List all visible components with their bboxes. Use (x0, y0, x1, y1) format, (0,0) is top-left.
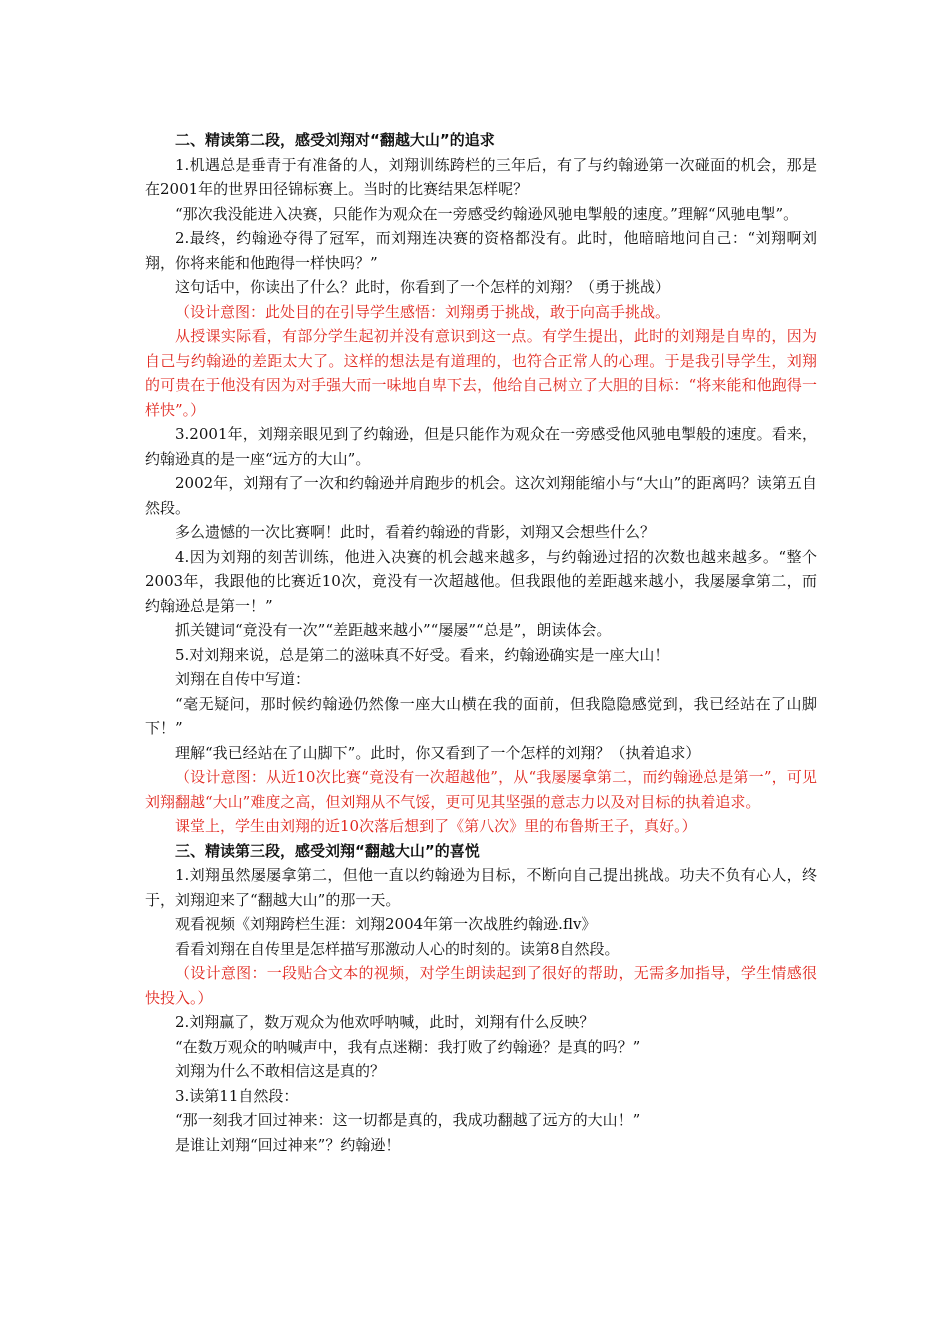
paragraph: 是谁让刘翔“回过神来”？约翰逊！ (175, 1135, 401, 1154)
paragraph: 多么遗憾的一次比赛啊！此时，看着约翰逊的背影，刘翔又会想些什么？ (175, 523, 656, 541)
document-body (145, 128, 817, 1157)
quote-paragraph: “那次我没能进入决赛，只能作为观众在一旁感受约翰逊风驰电掣般的速度。”理解“风驰电掣”。 (175, 204, 799, 223)
paragraph: 刘翔在自传中写道： (175, 670, 311, 688)
paragraph: 2002年，刘翔有了一次和约翰逊并肩跑步的机会。这次刘翔能缩小与“大山”的距离吗？读第五自然段。 (145, 474, 817, 517)
section-two (145, 128, 817, 839)
quote-paragraph: “那一刻我才回过神来：这一切都是真的，我成功翻越了远方的大山！” (175, 1111, 641, 1129)
paragraph: 抓关键词“竟没有一次”“差距越来越小”“屡屡”“总是”，朗读体会。 (175, 621, 612, 639)
paragraph: 理解“我已经站在了山脚下”。此时，你又看到了一个怎样的刘翔？（执着追求） (175, 743, 701, 762)
paragraph: 2.刘翔赢了，数万观众为他欢呼呐喊，此时，刘翔有什么反映？ (175, 1013, 595, 1031)
section-heading: 三、精读第三段，感受刘翔“翻越大山”的喜悦 (175, 841, 480, 860)
section-three (145, 839, 817, 1158)
paragraph: 看看刘翔在自传里是怎样描写那激动人心的时刻的。读第8自然段。 (175, 939, 620, 958)
paragraph: 3.2001年，刘翔亲眼见到了约翰逊，但是只能作为观众在一旁感受他风驰电掣般的速度。看来，约翰逊真的是一座“远方的大山”。 (145, 425, 817, 468)
design-note: （设计意图：此处目的在引导学生感悟：刘翔勇于挑战，敢于向高手挑战。 (175, 302, 671, 321)
paragraph: 3.读第11自然段： (175, 1086, 299, 1105)
design-note: （设计意图：从近10次比赛“竟没有一次超越他”，从“我屡屡拿第二，而约翰逊总是第一”，可见刘翔翻越“大山”难度之高，但刘翔从不气馁，更可见其坚强的意志力以及对目标的执着追求。 (145, 768, 817, 811)
section-heading: 二、精读第二段，感受刘翔对“翻越大山”的追求 (175, 131, 495, 149)
paragraph: 1.刘翔虽然屡屡拿第二，但他一直以约翰逊为目标，不断向自己提出挑战。功夫不负有心人，终于，刘翔迎来了“翻越大山”的那一天。 (145, 866, 817, 909)
design-note: 课堂上，学生由刘翔的近10次落后想到了《第八次》里的布鲁斯王子，真好。） (175, 817, 697, 835)
paragraph: 刘翔为什么不敢相信这是真的？ (175, 1062, 386, 1080)
quote-paragraph: “在数万观众的呐喊声中，我有点迷糊：我打败了约翰逊？是真的吗？” (175, 1037, 641, 1056)
paragraph: 观看视频《刘翔跨栏生涯：刘翔2004年第一次战胜约翰逊.flv》 (175, 915, 597, 933)
paragraph: 1.机遇总是垂青于有准备的人，刘翔训练跨栏的三年后，有了与约翰逊第一次碰面的机会，那是在2001年的世界田径锦标赛上。当时的比赛结果怎样呢？ (145, 155, 817, 198)
paragraph: 这句话中，你读出了什么？此时，你看到了一个怎样的刘翔？（勇于挑战） (175, 278, 671, 296)
paragraph: 2.最终，约翰逊夺得了冠军，而刘翔连决赛的资格都没有。此时，他暗暗地问自己：“刘翔啊刘翔，你将来能和他跑得一样快吗？” (145, 229, 817, 272)
quote-paragraph: “毫无疑问，那时候约翰逊仍然像一座大山横在我的面前，但我隐隐感觉到，我已经站在了山脚下！” (145, 694, 817, 737)
design-note: 从授课实际看，有部分学生起初并没有意识到这一点。有学生提出，此时的刘翔是自卑的，因为自己与约翰逊的差距太大了。这样的想法是有道理的，也符合正常人的心理。于是我引导学生，刘翔的可贵在于他没有因为对手强大而一味地自卑下去，他给自己树立了大胆的目标：“将来能和他跑得一样快”。） (145, 327, 817, 419)
paragraph: 5.对刘翔来说，总是第二的滋味真不好受。看来，约翰逊确实是一座大山！ (175, 645, 670, 664)
paragraph: 4.因为刘翔的刻苦训练，他进入决赛的机会越来越多，与约翰逊过招的次数也越来越多。“整个2003年，我跟他的比赛近10次，竟没有一次超越他。但我跟他的差距越来越小，我屡屡拿第二，而约翰逊总是第一！” (145, 547, 817, 615)
design-note: （设计意图：一段贴合文本的视频，对学生朗读起到了很好的帮助，无需多加指导，学生情感很快投入。） (145, 964, 817, 1007)
